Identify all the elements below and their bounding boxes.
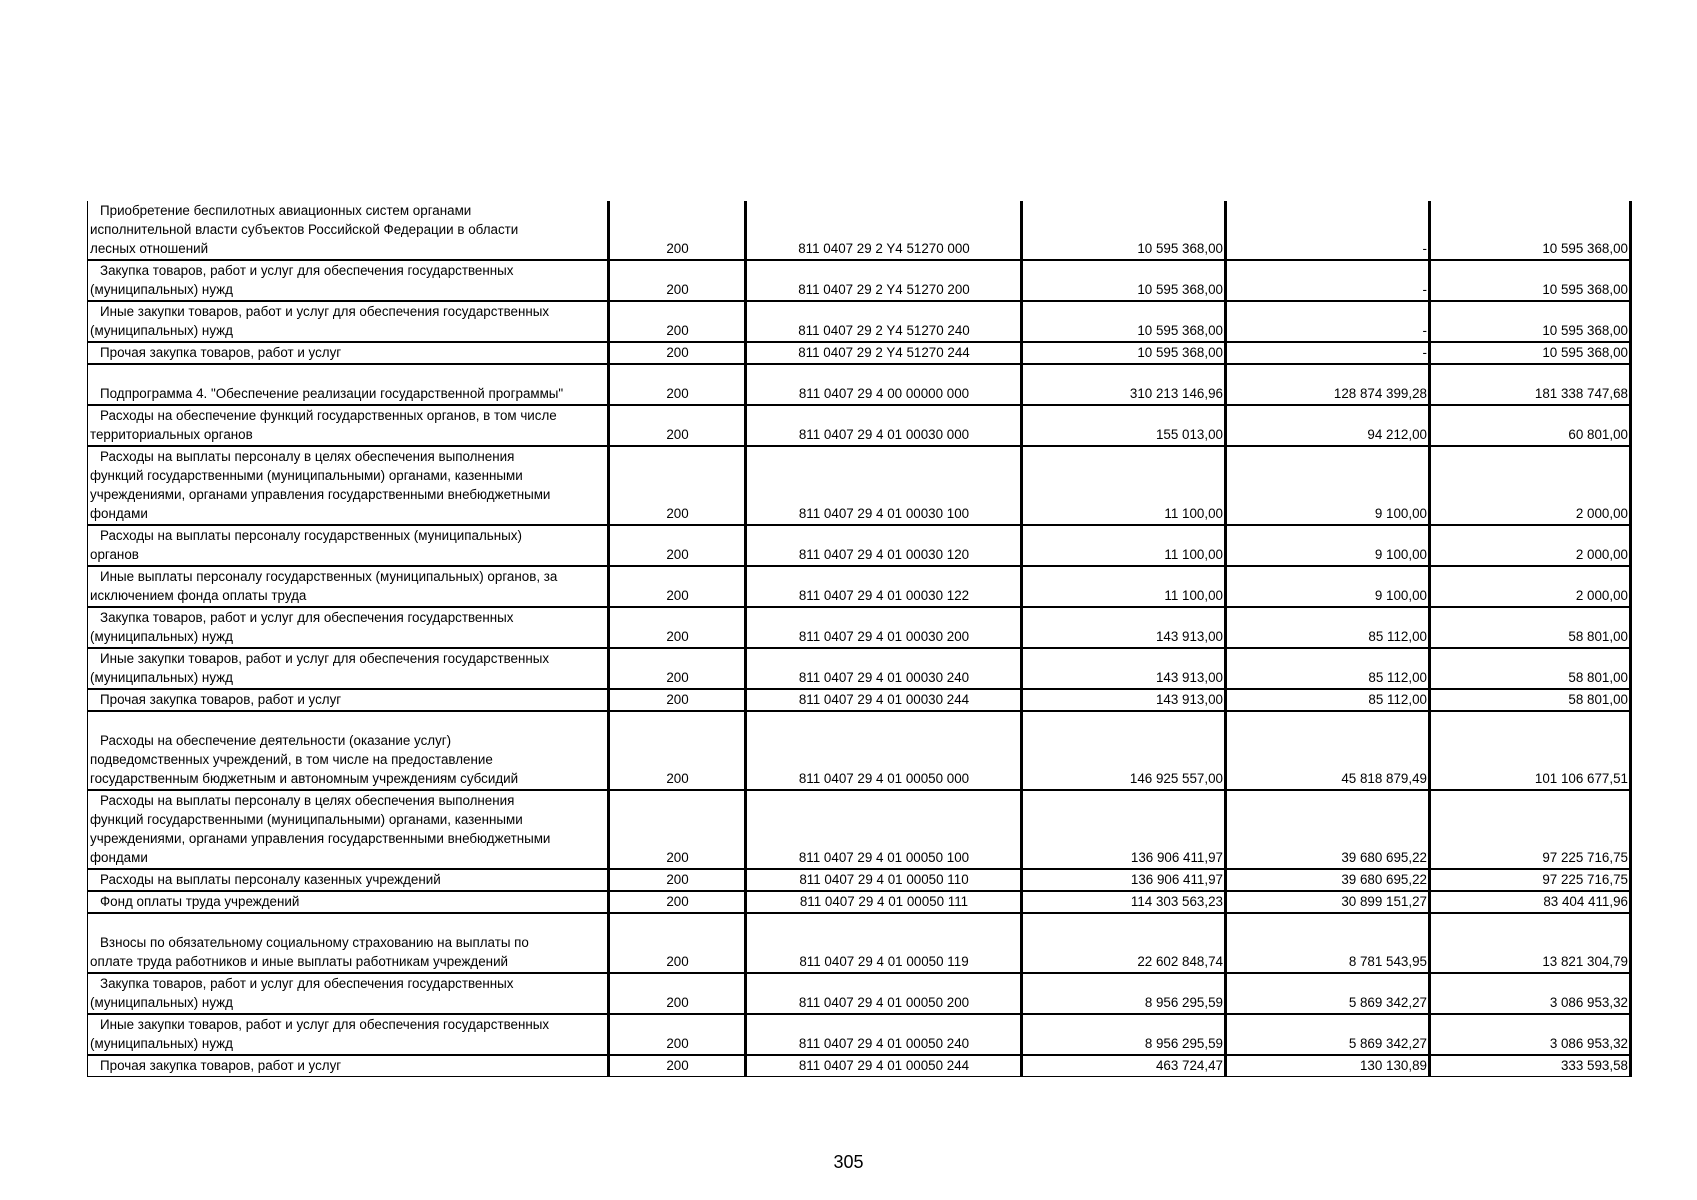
unexecuted-amount-cell: 58 801,00 (1430, 607, 1631, 648)
budget-classification-code-cell: 811 0407 29 4 01 00050 200 (746, 973, 1022, 1014)
executed-amount-cell: 5 869 342,27 (1226, 1014, 1430, 1055)
approved-amount-cell: 10 595 368,00 (1022, 301, 1226, 342)
expense-name-line: Прочая закупка товаров, работ и услуг (100, 1058, 342, 1073)
executed-amount-cell: 39 680 695,22 (1226, 790, 1430, 869)
budget-classification-code-cell: 811 0407 29 2 Y4 51270 244 (746, 342, 1022, 364)
executed-amount-cell: 9 100,00 (1226, 566, 1430, 607)
table-row (88, 201, 1631, 260)
expense-name-line: (муниципальных) нужд (90, 629, 233, 644)
unexecuted-amount-cell: 2 000,00 (1430, 566, 1631, 607)
executed-amount-cell: - (1226, 342, 1430, 364)
table-row (88, 446, 1631, 525)
unexecuted-amount-cell: 10 595 368,00 (1430, 342, 1631, 364)
executed-amount-cell: 85 112,00 (1226, 607, 1430, 648)
approved-amount-cell: 10 595 368,00 (1022, 201, 1226, 260)
approved-amount-cell: 10 595 368,00 (1022, 260, 1226, 301)
expense-name-line (90, 712, 606, 731)
expense-name-line: Расходы на обеспечение функций государственных органов, в том числе (100, 408, 557, 423)
line-code-cell: 200 (609, 913, 746, 973)
budget-classification-code-cell: 811 0407 29 2 Y4 51270 240 (746, 301, 1022, 342)
approved-amount-cell: 143 913,00 (1022, 689, 1226, 711)
expense-name-cell (88, 364, 609, 405)
expense-name-line: Закупка товаров, работ и услуг для обеспечения государственных (100, 976, 514, 991)
expense-name-cell (88, 689, 609, 711)
line-code-cell: 200 (609, 566, 746, 607)
executed-amount-cell: 5 869 342,27 (1226, 973, 1430, 1014)
executed-amount-cell: - (1226, 301, 1430, 342)
budget-execution-table (87, 201, 1632, 1077)
budget-classification-code-cell: 811 0407 29 4 01 00050 111 (746, 891, 1022, 913)
line-code-cell: 200 (609, 869, 746, 891)
unexecuted-amount-cell: 3 086 953,32 (1430, 1014, 1631, 1055)
expense-name-line: Расходы на выплаты персоналу казенных учреждений (100, 872, 441, 887)
approved-amount-cell: 10 595 368,00 (1022, 342, 1226, 364)
table-row (88, 364, 1631, 405)
approved-amount-cell: 11 100,00 (1022, 446, 1226, 525)
expense-name-line: учреждениями, органами управления государственными внебюджетными (90, 831, 551, 846)
expense-name-line: Иные закупки товаров, работ и услуг для обеспечения государственных (100, 651, 550, 666)
approved-amount-cell: 146 925 557,00 (1022, 711, 1226, 790)
table-row (88, 342, 1631, 364)
line-code-cell: 200 (609, 689, 746, 711)
approved-amount-cell: 136 906 411,97 (1022, 869, 1226, 891)
approved-amount-cell: 143 913,00 (1022, 607, 1226, 648)
expense-name-cell (88, 648, 609, 689)
executed-amount-cell: 39 680 695,22 (1226, 869, 1430, 891)
expense-name-line: Подпрограмма 4. "Обеспечение реализации государственной программы" (100, 386, 564, 401)
expense-name-cell (88, 869, 609, 891)
unexecuted-amount-cell: 97 225 716,75 (1430, 790, 1631, 869)
budget-classification-code-cell: 811 0407 29 4 01 00050 110 (746, 869, 1022, 891)
budget-classification-code-cell: 811 0407 29 4 01 00050 240 (746, 1014, 1022, 1055)
unexecuted-amount-cell: 58 801,00 (1430, 648, 1631, 689)
unexecuted-amount-cell: 58 801,00 (1430, 689, 1631, 711)
budget-classification-code-cell: 811 0407 29 4 01 00050 119 (746, 913, 1022, 973)
expense-name-line: (муниципальных) нужд (90, 323, 233, 338)
expense-name-line (90, 365, 606, 384)
table-row (88, 1014, 1631, 1055)
expense-name-line: фондами (90, 850, 148, 865)
expense-name-line: подведомственных учреждений, в том числе на предоставление (90, 752, 493, 767)
expense-name-line: государственным бюджетным и автономным учреждениям субсидий (90, 771, 519, 786)
expense-name-cell (88, 301, 609, 342)
expense-name-cell (88, 607, 609, 648)
expense-name-cell (88, 525, 609, 566)
line-code-cell: 200 (609, 1014, 746, 1055)
expense-name-line: (муниципальных) нужд (90, 1036, 233, 1051)
expense-name-cell (88, 711, 609, 790)
page-number: 305 (833, 1152, 864, 1172)
line-code-cell: 200 (609, 525, 746, 566)
budget-classification-code-cell: 811 0407 29 4 01 00050 244 (746, 1055, 1022, 1077)
expense-name-line: Фонд оплаты труда учреждений (100, 894, 300, 909)
approved-amount-cell: 155 013,00 (1022, 405, 1226, 446)
expense-name-line (90, 914, 606, 933)
executed-amount-cell: 130 130,89 (1226, 1055, 1430, 1077)
executed-amount-cell: 128 874 399,28 (1226, 364, 1430, 405)
line-code-cell: 200 (609, 790, 746, 869)
unexecuted-amount-cell: 83 404 411,96 (1430, 891, 1631, 913)
expense-name-line: функций государственными (муниципальными) органами, казенными (90, 812, 523, 827)
table-row (88, 891, 1631, 913)
line-code-cell: 200 (609, 301, 746, 342)
expense-name-cell (88, 260, 609, 301)
expense-name-line: Расходы на выплаты персоналу в целях обеспечения выполнения (100, 793, 515, 808)
executed-amount-cell: 9 100,00 (1226, 525, 1430, 566)
budget-classification-code-cell: 811 0407 29 4 01 00030 200 (746, 607, 1022, 648)
table-body (88, 201, 1631, 1077)
executed-amount-cell: - (1226, 260, 1430, 301)
expense-name-line: Взносы по обязательному социальному страхованию на выплаты по (100, 935, 529, 950)
table-row (88, 869, 1631, 891)
line-code-cell: 200 (609, 446, 746, 525)
expense-name-cell (88, 405, 609, 446)
expense-name-line: Закупка товаров, работ и услуг для обеспечения государственных (100, 610, 514, 625)
executed-amount-cell: 85 112,00 (1226, 689, 1430, 711)
unexecuted-amount-cell: 13 821 304,79 (1430, 913, 1631, 973)
budget-classification-code-cell: 811 0407 29 2 Y4 51270 000 (746, 201, 1022, 260)
expense-name-line: Расходы на выплаты персоналу государственных (муниципальных) (100, 528, 522, 543)
table-row (88, 1055, 1631, 1077)
expense-name-line: Расходы на выплаты персоналу в целях обеспечения выполнения (100, 449, 515, 464)
expense-name-line: исполнительной власти субъектов Российской Федерации в области (90, 222, 519, 237)
executed-amount-cell: 94 212,00 (1226, 405, 1430, 446)
unexecuted-amount-cell: 181 338 747,68 (1430, 364, 1631, 405)
expense-name-cell (88, 566, 609, 607)
unexecuted-amount-cell: 101 106 677,51 (1430, 711, 1631, 790)
line-code-cell: 200 (609, 260, 746, 301)
expense-name-line: (муниципальных) нужд (90, 670, 233, 685)
expense-name-line: Иные закупки товаров, работ и услуг для обеспечения государственных (100, 304, 550, 319)
expense-name-line: Иные закупки товаров, работ и услуг для обеспечения государственных (100, 1017, 550, 1032)
executed-amount-cell: - (1226, 201, 1430, 260)
expense-name-line: учреждениями, органами управления государственными внебюджетными (90, 487, 551, 502)
executed-amount-cell: 9 100,00 (1226, 446, 1430, 525)
unexecuted-amount-cell: 10 595 368,00 (1430, 260, 1631, 301)
table-row (88, 301, 1631, 342)
unexecuted-amount-cell: 2 000,00 (1430, 446, 1631, 525)
expense-name-cell (88, 446, 609, 525)
table-row (88, 405, 1631, 446)
table-row (88, 689, 1631, 711)
expense-name-cell (88, 973, 609, 1014)
budget-classification-code-cell: 811 0407 29 4 01 00030 122 (746, 566, 1022, 607)
table-row (88, 711, 1631, 790)
expense-name-line: функций государственными (муниципальными) органами, казенными (90, 468, 523, 483)
budget-classification-code-cell: 811 0407 29 4 01 00030 120 (746, 525, 1022, 566)
approved-amount-cell: 22 602 848,74 (1022, 913, 1226, 973)
approved-amount-cell: 143 913,00 (1022, 648, 1226, 689)
unexecuted-amount-cell: 10 595 368,00 (1430, 201, 1631, 260)
budget-classification-code-cell: 811 0407 29 2 Y4 51270 200 (746, 260, 1022, 301)
approved-amount-cell: 8 956 295,59 (1022, 973, 1226, 1014)
approved-amount-cell: 11 100,00 (1022, 525, 1226, 566)
unexecuted-amount-cell: 97 225 716,75 (1430, 869, 1631, 891)
budget-classification-code-cell: 811 0407 29 4 01 00030 000 (746, 405, 1022, 446)
line-code-cell: 200 (609, 1055, 746, 1077)
table-row (88, 566, 1631, 607)
expense-name-line: территориальных органов (90, 427, 253, 442)
line-code-cell: 200 (609, 364, 746, 405)
expense-name-cell (88, 1055, 609, 1077)
table-row (88, 790, 1631, 869)
unexecuted-amount-cell: 3 086 953,32 (1430, 973, 1631, 1014)
line-code-cell: 200 (609, 607, 746, 648)
approved-amount-cell: 114 303 563,23 (1022, 891, 1226, 913)
table-row (88, 607, 1631, 648)
expense-name-cell (88, 201, 609, 260)
line-code-cell: 200 (609, 201, 746, 260)
executed-amount-cell: 30 899 151,27 (1226, 891, 1430, 913)
budget-classification-code-cell: 811 0407 29 4 01 00030 244 (746, 689, 1022, 711)
approved-amount-cell: 8 956 295,59 (1022, 1014, 1226, 1055)
expense-name-cell (88, 913, 609, 973)
expense-name-line: Расходы на обеспечение деятельности (оказание услуг) (100, 733, 452, 748)
executed-amount-cell: 45 818 879,49 (1226, 711, 1430, 790)
line-code-cell: 200 (609, 405, 746, 446)
expense-name-cell (88, 891, 609, 913)
expense-name-cell (88, 790, 609, 869)
unexecuted-amount-cell: 333 593,58 (1430, 1055, 1631, 1077)
unexecuted-amount-cell: 10 595 368,00 (1430, 301, 1631, 342)
table-row (88, 648, 1631, 689)
line-code-cell: 200 (609, 891, 746, 913)
approved-amount-cell: 136 906 411,97 (1022, 790, 1226, 869)
expense-name-cell (88, 342, 609, 364)
expense-name-line: Иные выплаты персоналу государственных (муниципальных) органов, за (100, 569, 558, 584)
expense-name-line: исключением фонда оплаты труда (90, 588, 307, 603)
executed-amount-cell: 8 781 543,95 (1226, 913, 1430, 973)
table-row (88, 913, 1631, 973)
expense-name-line: Закупка товаров, работ и услуг для обеспечения государственных (100, 263, 514, 278)
table-row (88, 973, 1631, 1014)
expense-name-line: Приобретение беспилотных авиационных систем органами (100, 203, 472, 218)
approved-amount-cell: 463 724,47 (1022, 1055, 1226, 1077)
line-code-cell: 200 (609, 973, 746, 1014)
unexecuted-amount-cell: 2 000,00 (1430, 525, 1631, 566)
expense-name-line: (муниципальных) нужд (90, 995, 233, 1010)
expense-name-line: органов (90, 547, 139, 562)
approved-amount-cell: 310 213 146,96 (1022, 364, 1226, 405)
budget-classification-code-cell: 811 0407 29 4 01 00050 100 (746, 790, 1022, 869)
expense-name-line: Прочая закупка товаров, работ и услуг (100, 692, 342, 707)
line-code-cell: 200 (609, 648, 746, 689)
table-row (88, 525, 1631, 566)
approved-amount-cell: 11 100,00 (1022, 566, 1226, 607)
expense-name-line: фондами (90, 506, 148, 521)
executed-amount-cell: 85 112,00 (1226, 648, 1430, 689)
line-code-cell: 200 (609, 711, 746, 790)
expense-name-line: Прочая закупка товаров, работ и услуг (100, 345, 342, 360)
budget-classification-code-cell: 811 0407 29 4 01 00030 100 (746, 446, 1022, 525)
unexecuted-amount-cell: 60 801,00 (1430, 405, 1631, 446)
expense-name-line: оплате труда работников и иные выплаты работникам учреждений (90, 954, 509, 969)
expense-name-line: (муниципальных) нужд (90, 282, 233, 297)
budget-classification-code-cell: 811 0407 29 4 01 00030 240 (746, 648, 1022, 689)
line-code-cell: 200 (609, 342, 746, 364)
expense-name-cell (88, 1014, 609, 1055)
expense-name-line: лесных отношений (90, 241, 209, 256)
budget-classification-code-cell: 811 0407 29 4 00 00000 000 (746, 364, 1022, 405)
budget-classification-code-cell: 811 0407 29 4 01 00050 000 (746, 711, 1022, 790)
table-row (88, 260, 1631, 301)
